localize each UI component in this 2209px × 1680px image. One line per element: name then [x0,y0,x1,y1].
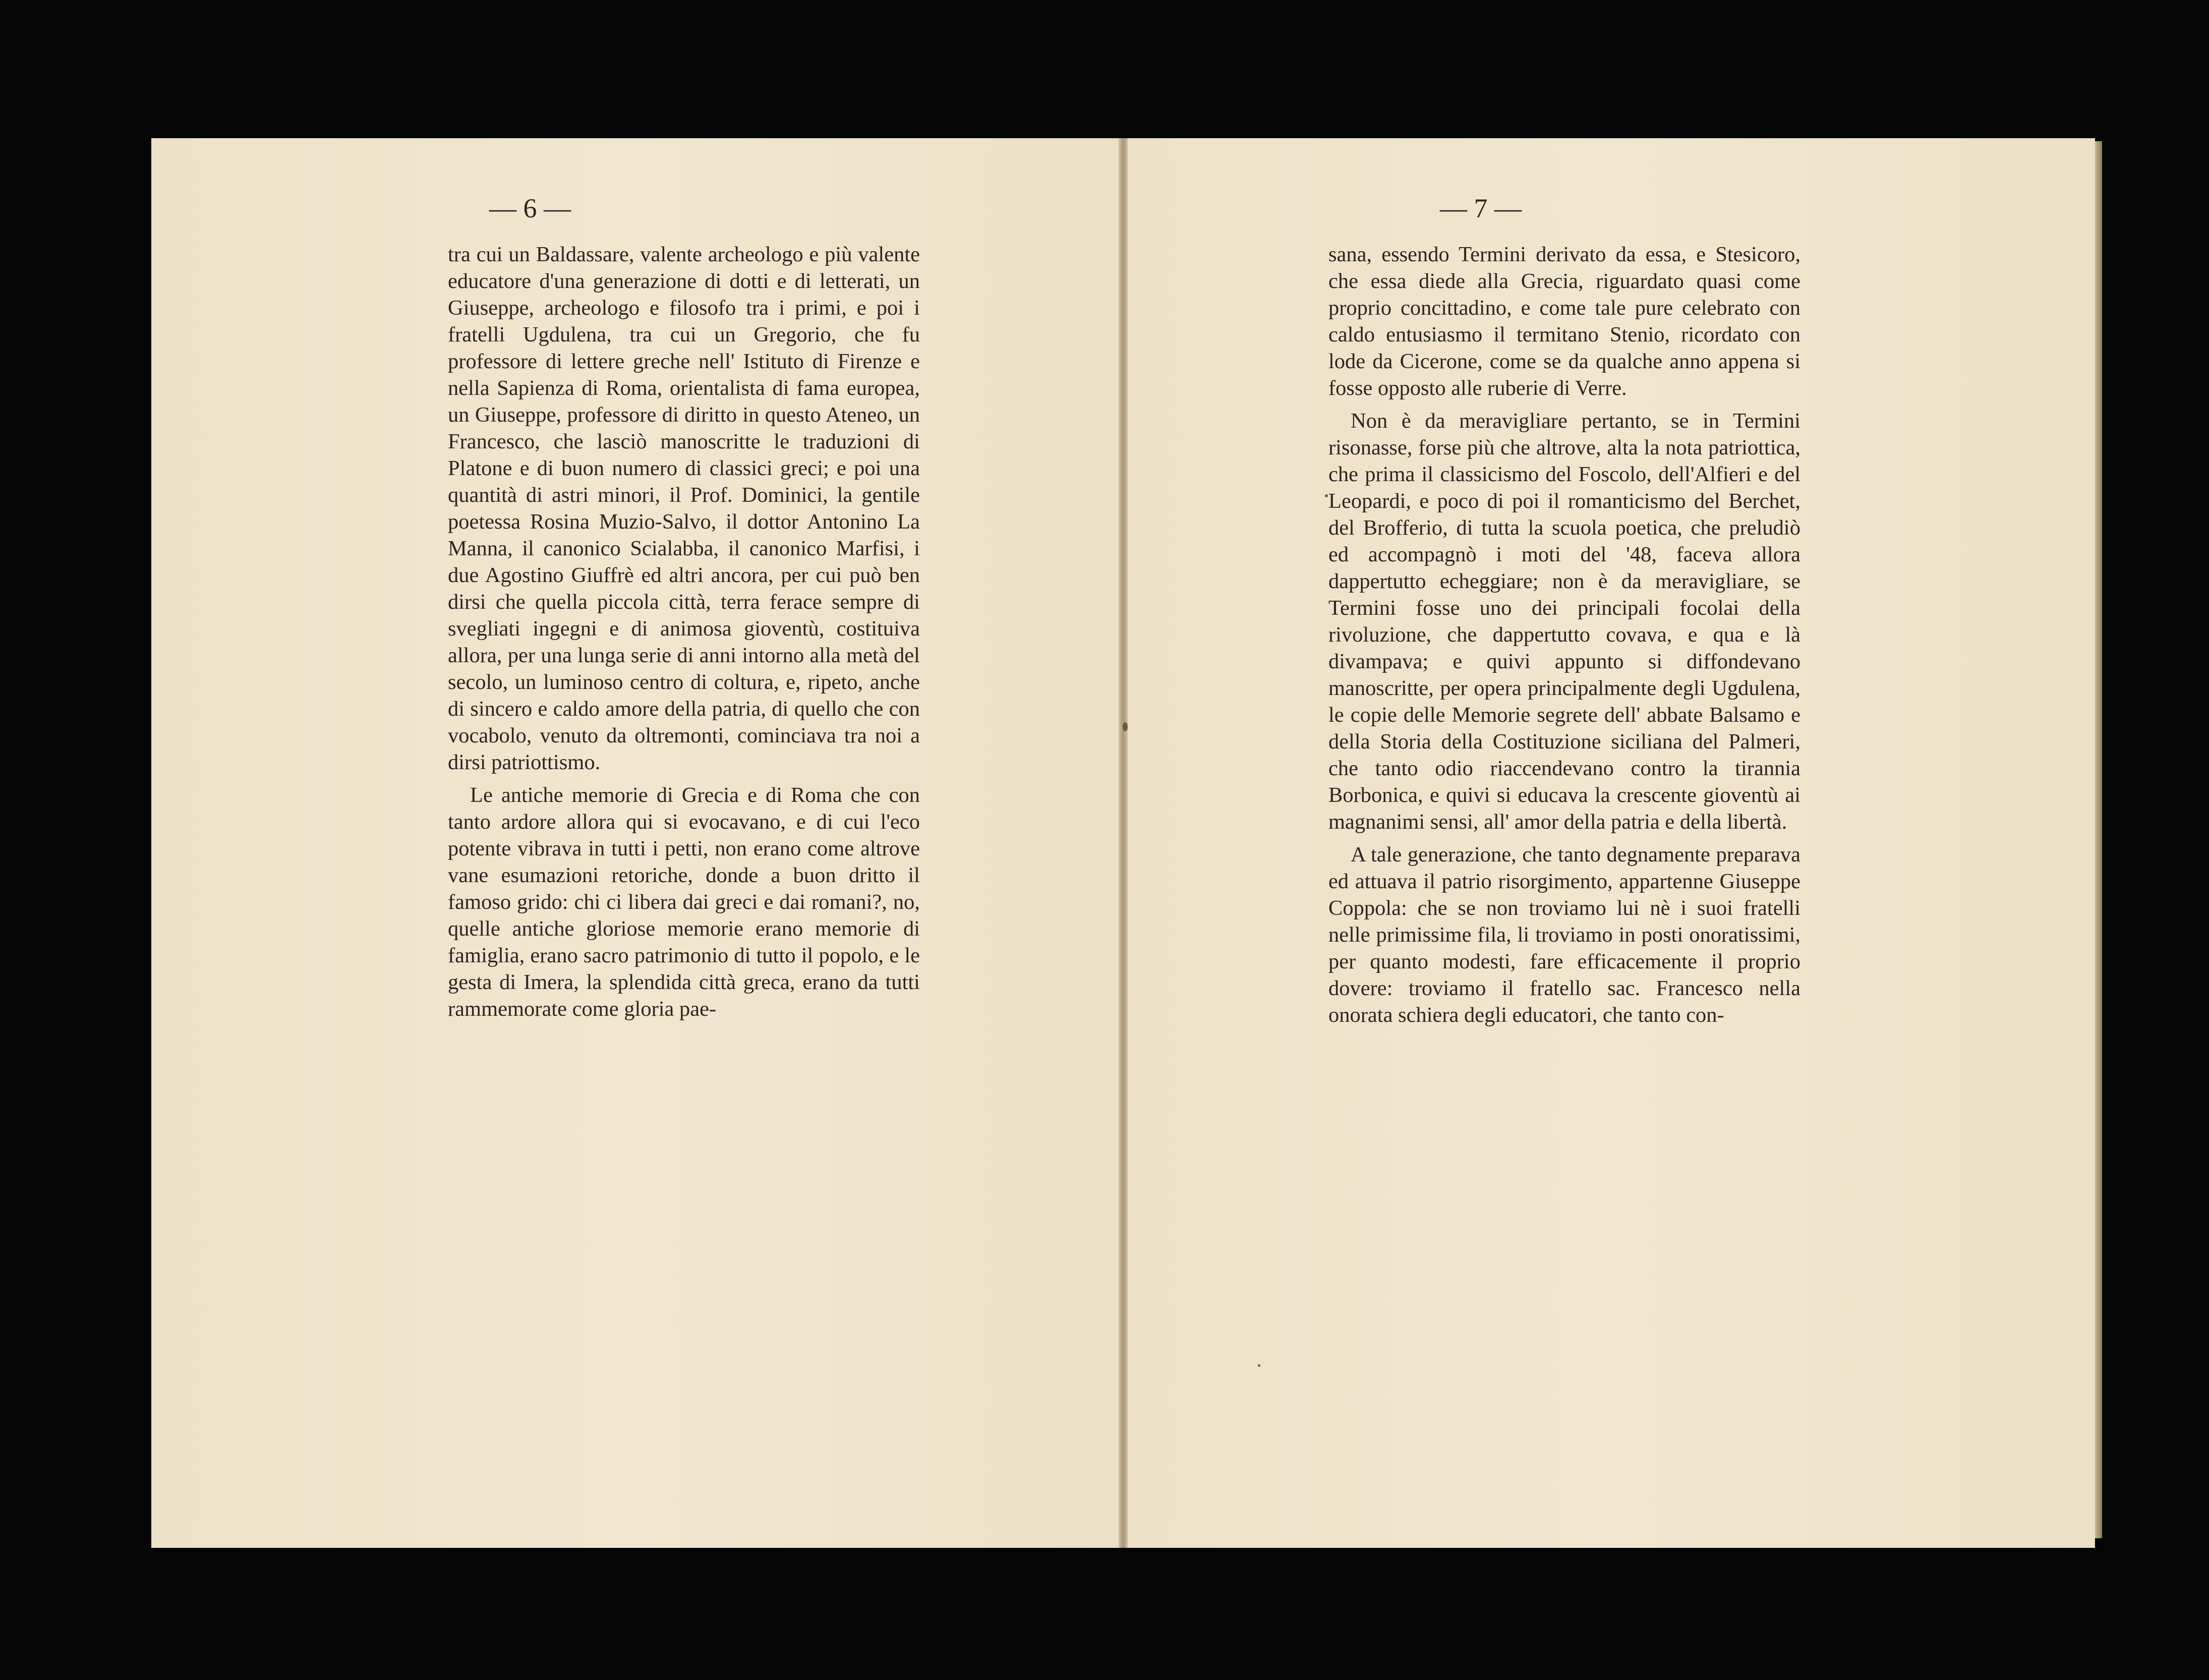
right-paragraph-1: sana, essendo Termini derivato da essa, e Stesicoro, che essa diede alla Grecia, riguardato quasi come proprio concittadino, e come tale pure celebrato con caldo entusiasmo il termitano Stenio, ricordato con lode da Cicerone, come se da qualche anno appena si fosse opposto alle ruberie di Verre. [1328,243,1800,400]
right-page-number: — 7 — [1440,193,1522,223]
book-gutter [1119,138,1128,1548]
right-paragraph-3: A tale generazione, che tanto degnamente preparava ed attuava il patrio risorgimento, appartenne Giuseppe Coppola: che se non troviamo lui nè i suoi fratelli nelle primissime fila, li troviamo in posti onoratissimi, per quanto modesti, fare efficacemente il proprio dovere: troviamo il fratello sac. Francesco nella onorata schiera degli educatori, che tanto con- [1328,843,1800,1027]
paper-speck [1123,722,1128,731]
paper-speck [1258,1364,1260,1367]
paper-speck [1325,494,1328,497]
right-page-text [1328,241,1800,1034]
left-paragraph-2: Le antiche memorie di Grecia e di Roma che con tanto ardore allora qui si evocavano, e di cui l'eco potente vibrava in tutti i petti, non erano come altrove vane esumazioni retoriche, donde a buon dritto il famoso grido: chi ci libera dai greci e dai romani?, no, quelle antiche gloriose memorie erano memorie di famiglia, erano sacro patrimonio di tutto il popolo, e le gesta di Imera, la splendida città greca, erano da tutti rammemorate come gloria pae- [448,783,920,1021]
right-paragraph-2: Non è da meravigliare pertanto, se in Termini risonasse, forse più che altrove, alta la nota patriottica, che prima il classicismo del Foscolo, dell'Alfieri e del Leopardi, e poco di poi il romanticismo del Berchet, del Brofferio, di tutta la scuola poetica, che preludiò ed accompagnò i moti del '48, faceva allora dappertutto echeggiare; non è da meravigliare, se Termini fosse uno dei principali focolai della rivoluzione, che dappertutto covava, e qua e là divampava; e quivi appunto si diffondevano manoscritte, per opera principalmente degli Ugdulena, le copie delle Memorie segrete dell' abbate Balsamo e della Storia della Costituzione siciliana del Palmeri, che tanto odio riaccendevano contro la tirannia Borbonica, e quivi si educava la crescente gioventù ai magnanimi sensi, all' amor della patria e della libertà. [1328,409,1800,834]
left-page-text [448,241,920,1028]
page-edge [2095,141,2102,1538]
left-page-number: — 6 — [489,193,571,223]
left-paragraph-1: tra cui un Baldassare, valente archeologo e più valente educatore d'una generazione di dotti e di letterati, un Giuseppe, archeologo e filosofo tra i primi, e poi i fratelli Ugdulena, tra cui un Gregorio, che fu professore di lettere greche nell' Istituto di Firenze e nella Sapienza di Roma, orientalista di fama europea, un Giuseppe, professore di diritto in questo Ateneo, un Francesco, che lasciò manoscritte le traduzioni di Platone e di buon numero di classici greci; e poi una quantità di astri minori, il Prof. Dominici, la gentile poetessa Rosina Muzio-Salvo, il dottor Antonino La Manna, il canonico Scialabba, il canonico Marfisi, i due Agostino Giuffrè ed altri ancora, per cui può ben dirsi che quella piccola città, terra ferace sempre di svegliati ingegni e di animosa gioventù, costituiva allora, per una lunga serie di anni intorno alla metà del secolo, un luminoso centro di coltura, e, ripeto, anche di sincero e caldo amore della patria, di quello che con vocabolo, venuto da oltremonti, cominciava tra noi a dirsi patriottismo. [448,243,920,774]
